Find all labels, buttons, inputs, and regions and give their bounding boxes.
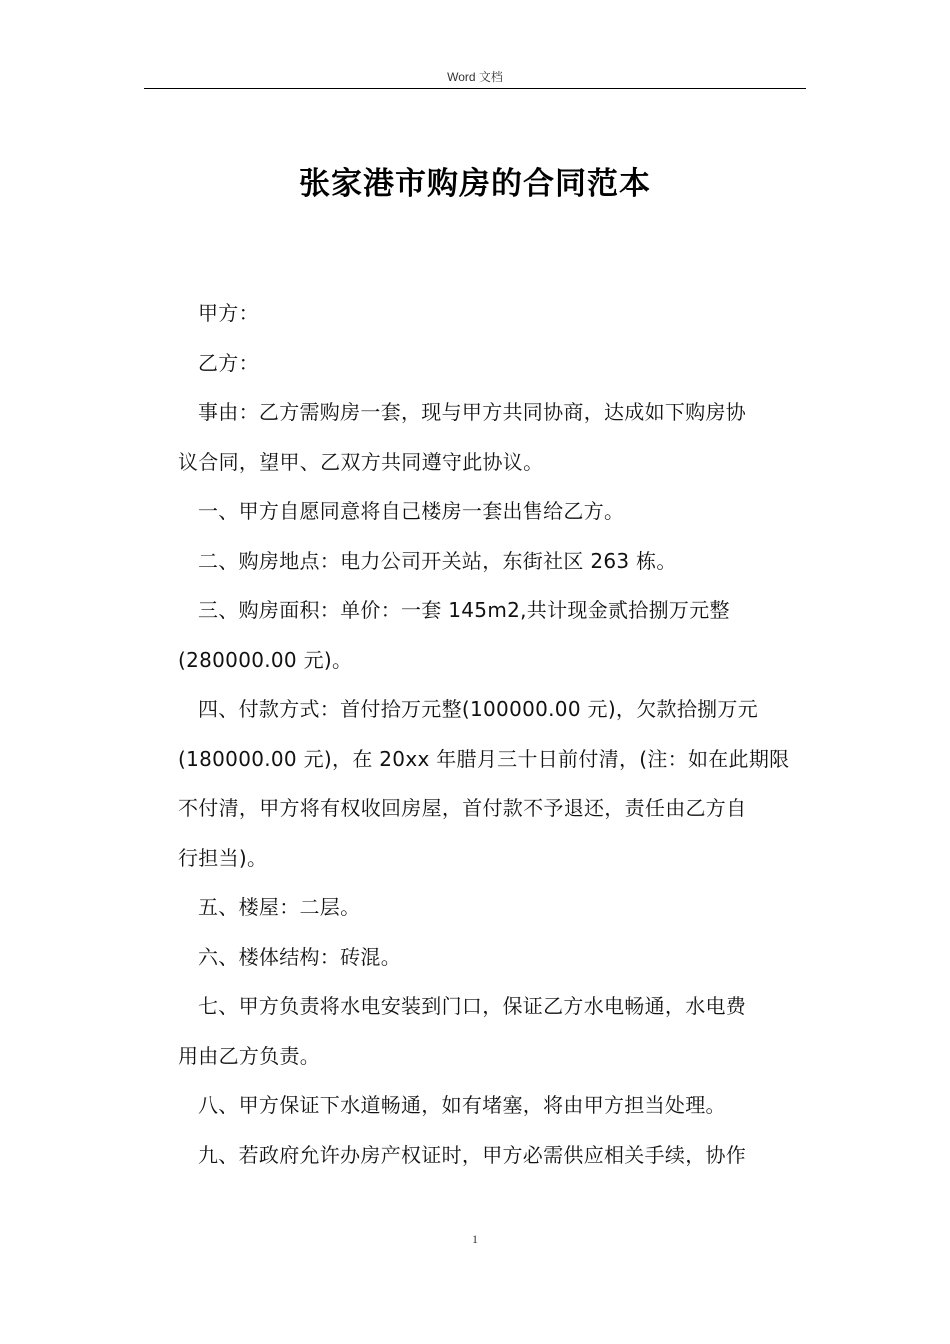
paragraph-line: 一、甲方自愿同意将自己楼房一套出售给乙方。 xyxy=(198,499,625,523)
paragraph-line: (180000.00 元)，在 20xx 年腊月三十日前付清，(注：如在此期限 xyxy=(178,746,790,771)
paragraph-line: 四、付款方式：首付拾万元整(100000.00 元)，欠款拾捌万元 xyxy=(198,697,759,721)
paragraph-clause-9 xyxy=(178,1131,806,1181)
paragraph-line: 行担当)。 xyxy=(178,845,268,870)
paragraph-clause-6 xyxy=(178,933,806,983)
paragraph-clause-5 xyxy=(178,883,806,933)
paragraph-clause-1 xyxy=(178,487,806,537)
paragraph-line: 用由乙方负责。 xyxy=(178,1043,321,1068)
paragraph-party-a xyxy=(178,289,806,339)
paragraph-line: 三、购房面积：单价：一套 145m2,共计现金贰拾捌万元整 xyxy=(198,598,730,622)
paragraph-clause-3 xyxy=(178,586,806,685)
paragraph-line: 不付清，甲方将有权收回房屋，首付款不予退还，责任由乙方自 xyxy=(178,796,747,820)
page-number: 1 xyxy=(472,1232,478,1246)
paragraph-line: 五、楼屋：二层。 xyxy=(198,895,361,919)
paragraph-line: 六、楼体结构：砖混。 xyxy=(198,944,401,969)
document-body xyxy=(178,289,806,1180)
paragraph-clause-2 xyxy=(178,537,806,587)
paragraph-party-b xyxy=(178,339,806,389)
paragraph-line: 九、若政府允许办房产权证时，甲方必需供应相关手续，协作 xyxy=(198,1142,747,1167)
paragraph-line: 二、购房地点：电力公司开关站，东街社区 263 栋。 xyxy=(198,548,677,573)
paragraph-line: 议合同，望甲、乙双方共同遵守此协议。 xyxy=(178,449,544,474)
document-title: 张家港市购房的合同范本 xyxy=(299,166,651,202)
paragraph-line: 乙方： xyxy=(198,350,259,375)
paragraph-clause-7 xyxy=(178,982,806,1081)
paragraph-line: 八、甲方保证下水道畅通，如有堵塞，将由甲方担当处理。 xyxy=(198,1093,726,1117)
paragraph-clause-4 xyxy=(178,685,806,883)
paragraph-line: (280000.00 元)。 xyxy=(178,647,353,672)
page-header xyxy=(144,66,806,89)
paragraph-line: 甲方： xyxy=(198,301,259,325)
header-label: Word 文档 xyxy=(447,70,503,84)
paragraph-line: 七、甲方负责将水电安装到门口，保证乙方水电畅通，水电费 xyxy=(198,994,747,1018)
paragraph-line: 事由：乙方需购房一套，现与甲方共同协商，达成如下购房协 xyxy=(198,400,747,424)
paragraph-clause-8 xyxy=(178,1081,806,1131)
paragraph-reason xyxy=(178,388,806,487)
